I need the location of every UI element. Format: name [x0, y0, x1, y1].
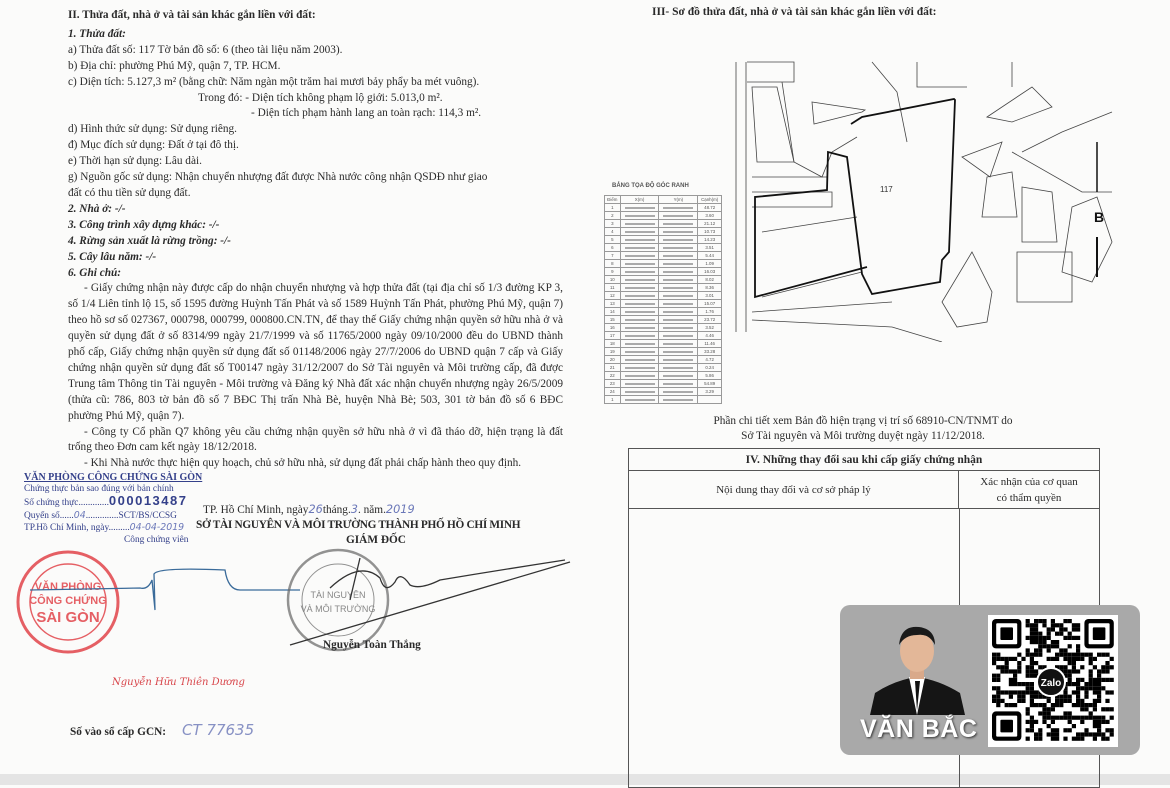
map-marker-b: B	[1094, 209, 1105, 225]
coord-row	[605, 372, 722, 380]
svg-text:TÀI NGUYÊN: TÀI NGUYÊN	[310, 590, 366, 600]
section-2-title: II. Thửa đất, nhà ở và tài sản khác gắn liền với đất:	[68, 9, 316, 21]
signer-name: Nguyễn Toàn Thắng	[323, 639, 421, 651]
edge-length: 3.29	[698, 388, 722, 396]
point-id: 20	[605, 356, 621, 364]
month-label: tháng	[322, 504, 348, 516]
col2-line2: có thẩm quyền	[996, 492, 1062, 504]
notary-certify: Chứng thực bản sao đúng với bản chính	[24, 483, 174, 494]
edge-length: 3.01	[698, 292, 722, 300]
edge-length: 33.28	[698, 348, 722, 356]
point-id: 8	[605, 260, 621, 268]
zalo-qr-code[interactable]	[988, 615, 1118, 747]
coord-row	[605, 308, 722, 316]
edge-length: 5.86	[698, 372, 722, 380]
edge-length: 4.46	[698, 332, 722, 340]
edge-length: 48.72	[698, 204, 722, 212]
house: 2. Nhà ở: -/-	[68, 202, 126, 215]
point-id: 23	[605, 380, 621, 388]
signing-year: 2019	[385, 503, 415, 516]
edge-length: 0.24	[698, 364, 722, 372]
director-signature	[290, 558, 570, 645]
col2-line1: Xác nhận của cơ quan	[980, 476, 1078, 488]
svg-text:CÔNG CHỨNG: CÔNG CHỨNG	[29, 595, 107, 607]
edge-length: 3.60	[698, 212, 722, 220]
usage-form: d) Hình thức sử dụng: Sử dụng riêng.	[68, 123, 237, 136]
point-id: 10	[605, 276, 621, 284]
point-id: 24	[605, 388, 621, 396]
point-id: 2	[605, 212, 621, 220]
svg-text:VĂN PHÒNG: VĂN PHÒNG	[34, 581, 102, 593]
signing-month: 3	[350, 503, 358, 516]
point-id: 16	[605, 324, 621, 332]
edge-length: 16.03	[698, 268, 722, 276]
coord-row	[605, 220, 722, 228]
notary-date-label: TP.Hồ Chí Minh, ngày	[24, 523, 109, 533]
point-id: 18	[605, 340, 621, 348]
coord-header: Cạnh(m)	[698, 196, 722, 204]
edge-length: 23.72	[698, 316, 722, 324]
svg-text:VÀ MÔI TRƯỜNG: VÀ MÔI TRƯỜNG	[300, 604, 376, 614]
coord-row	[605, 204, 722, 212]
notary-title: Công chứng viên	[124, 534, 189, 545]
registry-label: Số vào sổ cấp GCN:	[70, 726, 167, 738]
section-2	[68, 8, 563, 472]
signing-day: 26	[308, 503, 323, 516]
land-heading: 1. Thửa đất:	[68, 27, 126, 40]
coord-table-caption: BẢNG TỌA ĐỘ GÓC RANH	[612, 183, 689, 189]
notary-block: VĂN PHÒNG CÔNG CHỨNG SÀI GÒN Chứng thực bản sao đúng với bản chính Số chứng thực.............000013487 Quyển số......04..............SCT/BS/CCSG TP.Hồ Chí Minh, ngày.........04-04-2019 Công chứng viên	[24, 472, 203, 545]
person-photo	[865, 615, 970, 715]
coord-row	[605, 260, 722, 268]
edge-length: 1.76	[698, 308, 722, 316]
edge-length: 3.52	[698, 324, 722, 332]
coord-row	[605, 268, 722, 276]
coord-row	[605, 356, 722, 364]
detail-note	[628, 414, 1098, 444]
book-label: Quyển số	[24, 510, 60, 521]
section-4-title: IV. Những thay đổi sau khi cấp giấy chứng nhận	[629, 449, 1099, 471]
coord-row	[605, 292, 722, 300]
point-id: 4	[605, 228, 621, 236]
usage-purpose: đ) Mục đích sử dụng: Đất ở tại đô thị.	[68, 139, 239, 152]
year-label: năm	[363, 504, 384, 516]
coord-row	[605, 380, 722, 388]
coord-row	[605, 252, 722, 260]
forest: 4. Rừng sản xuất là rừng trồng: -/-	[68, 234, 231, 247]
book-suffix: SCT/BS/CCSG	[118, 510, 177, 521]
point-id: 3	[605, 220, 621, 228]
coord-header: Điểm	[605, 196, 621, 204]
point-id: 11	[605, 284, 621, 292]
coord-row	[605, 396, 722, 404]
col-authority-confirmation	[959, 471, 1099, 508]
coord-row	[605, 332, 722, 340]
coord-row	[605, 388, 722, 396]
edge-length	[698, 396, 722, 404]
department-stamp	[288, 550, 388, 650]
area: c) Diện tích: 5.127,3 m² (bằng chữ: Năm ngàn một trăm hai mươi bảy phẩy ba mét vuông).	[68, 75, 480, 88]
other-works: 3. Công trình xây dựng khác: -/-	[68, 218, 220, 231]
point-id: 12	[605, 292, 621, 300]
point-id: 1	[605, 204, 621, 212]
cert-no-label: Số chứng thực	[24, 498, 79, 508]
edge-length: 10.73	[698, 228, 722, 236]
point-id: 5	[605, 236, 621, 244]
edge-length: 3.51	[698, 244, 722, 252]
registry-value: CT 77635	[182, 721, 255, 739]
coord-row	[605, 284, 722, 292]
area-sub-1: Trong đó: - Diện tích không phạm lộ giới: 5.013,0 m².	[198, 91, 443, 104]
perennial: 5. Cây lâu năm: -/-	[68, 250, 157, 263]
edge-length: 21.12	[698, 220, 722, 228]
coord-row	[605, 364, 722, 372]
signing-date: TP. Hồ Chí Minh, ngày26tháng.3. năm.2019	[203, 503, 415, 516]
section-3-title: III- Sơ đồ thửa đất, nhà ở và tài sản khác gắn liền với đất:	[652, 6, 937, 18]
parcel-number: a) Thửa đất số: 117 Tờ bản đồ số: 6 (theo tài liệu năm 2003).	[68, 43, 343, 56]
edge-length: 11.46	[698, 340, 722, 348]
point-id: 15	[605, 316, 621, 324]
detail-note-1: Phần chi tiết xem Bản đồ hiện trạng vị trí số 68910-CN/TNMT do	[713, 415, 1013, 427]
edge-length: 15.07	[698, 300, 722, 308]
note-3: - Khi Nhà nước thực hiện quy hoạch, chủ sở hữu nhà, sử dụng đất phải chấp hành theo quy định.	[84, 457, 522, 470]
point-id: 17	[605, 332, 621, 340]
land-map	[722, 42, 1122, 342]
area-sub-2: - Diện tích phạm hành lang an toàn rạch: 114,3 m².	[251, 107, 482, 120]
point-id: 1	[605, 396, 621, 404]
edge-length: 1.09	[698, 260, 722, 268]
coord-row	[605, 276, 722, 284]
zalo-logo-icon: Zalo	[1036, 667, 1066, 697]
point-id: 19	[605, 348, 621, 356]
parcel-117-boundary	[755, 99, 955, 297]
point-id: 6	[605, 244, 621, 252]
edge-length: 5.44	[698, 252, 722, 260]
coord-row	[605, 228, 722, 236]
notary-date: 04-04-2019	[129, 522, 185, 533]
notary-stamp	[18, 552, 118, 652]
point-id: 13	[605, 300, 621, 308]
point-id: 9	[605, 268, 621, 276]
edge-length: 4.72	[698, 356, 722, 364]
coord-header: X(m)	[620, 196, 659, 204]
usage-term: e) Thời hạn sử dụng: Lâu dài.	[68, 155, 202, 168]
detail-note-2: Sở Tài nguyên và Môi trường duyệt ngày 11/12/2018.	[741, 430, 985, 442]
origin-2: đất có thu tiền sử dụng đất.	[68, 186, 191, 199]
coord-row	[605, 244, 722, 252]
notary-office: VĂN PHÒNG CÔNG CHỨNG SÀI GÒN	[24, 472, 203, 483]
cert-no: 000013487	[108, 493, 188, 508]
coord-header: Y(m)	[659, 196, 698, 204]
contact-card	[840, 605, 1140, 755]
contact-name: VĂN BẮC	[860, 715, 978, 743]
point-id: 22	[605, 372, 621, 380]
coord-row	[605, 236, 722, 244]
coord-row	[605, 212, 722, 220]
notary-signature: Nguyễn Hữu Thiên Dương	[112, 677, 245, 688]
coord-table	[604, 195, 722, 404]
coord-row	[605, 348, 722, 356]
col-change-content: Nội dung thay đổi và cơ sở pháp lý	[629, 471, 959, 508]
address: b) Địa chỉ: phường Phú Mỹ, quận 7, TP. HCM.	[68, 59, 281, 72]
position: GIÁM ĐỐC	[346, 534, 406, 546]
svg-text:SÀI GÒN: SÀI GÒN	[36, 609, 100, 626]
edge-length: 8.02	[698, 276, 722, 284]
authority: SỞ TÀI NGUYÊN VÀ MÔI TRƯỜNG THÀNH PHỐ HỒ CHÍ MINH	[196, 519, 521, 531]
parcel-label: 117	[880, 185, 893, 194]
notes-heading: 6. Ghi chú:	[68, 266, 122, 279]
note-2: - Công ty Cổ phần Q7 không yêu cầu chứng nhận quyền sở hữu nhà ở vì đã tháo dỡ, hiện trạng là đất trống theo Đơn cam kết ngày 18/12/2018.	[68, 425, 563, 454]
point-id: 7	[605, 252, 621, 260]
coord-row	[605, 316, 722, 324]
coord-row	[605, 300, 722, 308]
signing-place: TP. Hồ Chí Minh, ngày	[203, 504, 309, 516]
point-id: 21	[605, 364, 621, 372]
stamps-and-signatures	[0, 540, 600, 680]
coord-row	[605, 340, 722, 348]
note-1: - Giấy chứng nhận này được cấp do nhận chuyển nhượng và hợp thửa đất (tại địa chỉ số 1/3 đường KP 3, số 1/4 Liên tỉnh lộ 15, số 1595 đường Huỳnh Tấn Phát và số 1589 Huỳnh Tấn Phát, phường Phú Mỹ, quận 7) theo hồ sơ số 027367, 000798, 000799, 000800.CN.TN, để thay thế Giấy chứng nhận quyền sở hữu nhà ở và quyền sử dụng đất ở số 8314/99 ngày 21/7/1999 và số 11765/2000 ngày 09/10/2000 đều do UBND thành phố cấp, Giấy chứng nhận quyền sử dụng đất số 01148/2006 ngày 27/7/2006 do UBND quận 7 cấp và Giấy chứng nhận quyền sử dụng đất số T00147 ngày 31/12/2007 do Sở Tài nguyên và Môi trường cấp, đã được Trung tâm Thông tin Tài nguyên - Môi trường và Đăng ký Nhà đất xác nhận chuyển nhượng ngày 26/5/2009 (thửa cũ: 786, 803 tờ bản đồ số 7 BĐC Thị trấn Nhà Bè, huyện Nhà Bè; 503, 301 tờ bản đồ số 6 BĐC phường Phú Mỹ, quận 7).	[68, 282, 563, 422]
edge-length: 14.23	[698, 236, 722, 244]
point-id: 14	[605, 308, 621, 316]
origin-1: g) Nguồn gốc sử dụng: Nhận chuyển nhượng đất được Nhà nước công nhận QSDĐ như giao	[68, 171, 488, 184]
edge-length: 54.89	[698, 380, 722, 388]
coord-row	[605, 324, 722, 332]
edge-length: 8.36	[698, 284, 722, 292]
book-no: 04	[73, 509, 86, 521]
